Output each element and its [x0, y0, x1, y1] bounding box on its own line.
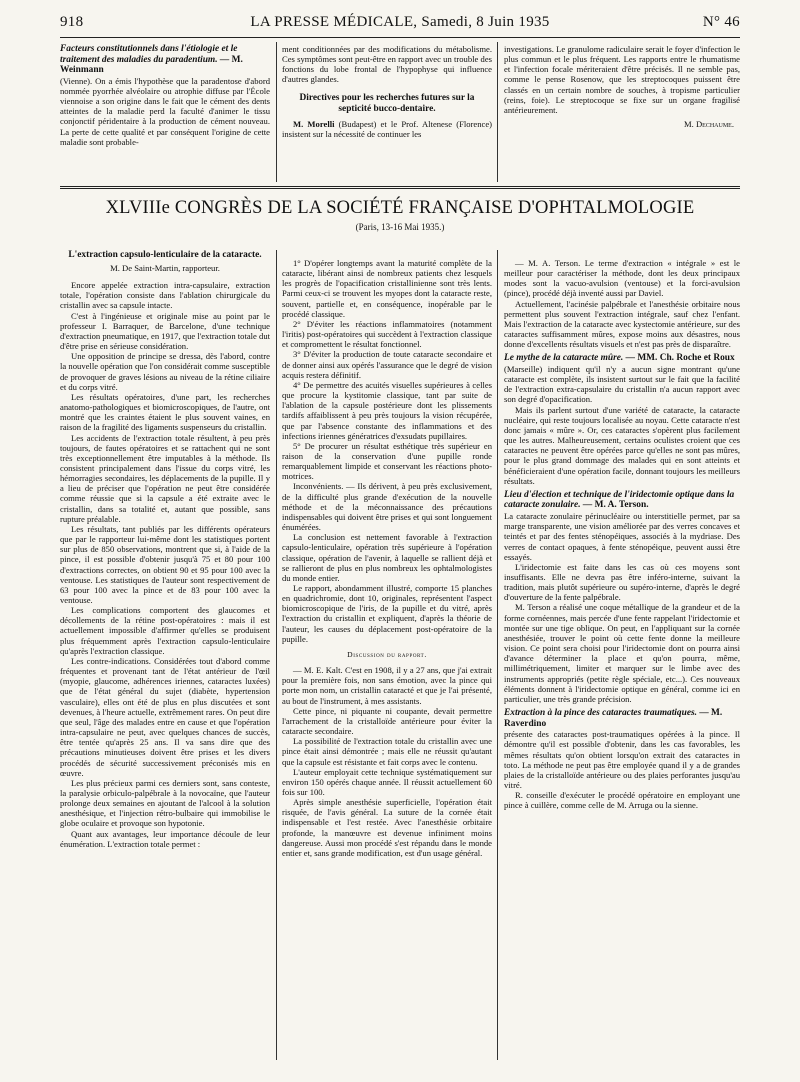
column-separator [497, 250, 498, 1060]
paragraph: 5° De procurer un résultat esthétique très supérieur en raison de la conservation d'une pupille ronde remarquablement limpide et conservant les réactions photo-motrices. [282, 440, 492, 482]
section-rule-double [60, 188, 740, 189]
subsection-author: M. A. Terson. [594, 500, 649, 511]
paragraph: La possibilité de l'extraction totale du cristallin avec une pince était ainsi démontrée ; mais elle ne réussit qu'autant que la capsule est résistante et fait corps avec le contenu. [282, 736, 492, 767]
section-rule [60, 186, 740, 187]
paragraph: présente des cataractes post-traumatiques opérées à la pince. Il démontre qu'il est possible d'obtenir, dans les cas favorables, les mêmes résultats qu'on obtient lorsqu'on extrait des cataractes in toto. La méthode ne peut pas être employée quand il y a de grandes plaies de la cristalloïde antérieure ou des plaies perforantes jusqu'au vitré. [504, 729, 740, 790]
paragraph: — M. A. Terson. Le terme d'extraction « intégrale » est le meilleur pour caractériser la méthode, dont les deux principaux modes sont la vacuo-avulsion (ventouse) et la forci-avulsion (pince), procédé déjà inventé aussi par Daviel. [504, 258, 740, 299]
paragraph: La cataracte zonulaire périnucléaire ou interstitielle permet, par sa marge transparente, une vision améliorée par des verres concaves et teintés et par des fentes sténopéiques, associés à la mydriase. Des verres de contact opaques, à fente sténopéique, peuvent aussi être essayés. [504, 511, 740, 562]
top-column-separator [497, 42, 498, 182]
paragraph: Inconvénients. — Ils dérivent, à peu près exclusivement, de la difficulté plus grande d'exécution de la nouvelle méthode et de la méconnaissance des précautions indispensables qui doivent être prises et qui sont longuement énumérées. [282, 481, 492, 533]
paragraph: 3° D'éviter la production de toute cataracte secondaire et de donner ainsi aux opérés l'assurance que le degré de vision acquis restera définitif. [282, 349, 492, 380]
paragraph: 1° D'opérer longtemps avant la maturité complète de la cataracte, libérant ainsi de nombreux patients chez lesquels les progrès de l'opacification cristallinienne sont très lents. Parmi ceux-ci se trouvent les myopes dont la cataracte reste, souvent, partielle et, en conséquence, inopérable par le procédé classique. [282, 258, 492, 319]
article-author: M. De Saint-Martin, rapporteur. [110, 263, 220, 273]
paragraph: 4° De permettre des acuités visuelles supérieures à celles que procure la kystitomie classique, tant par suite de l'ablation de la capsule postérieure dont les plissements tardifs affaiblissent à peu près toujours la vision récupérée, que par l'absence constante des inflammations et des infections iriennes génératrices d'exsudats pupillaires. [282, 379, 492, 441]
paragraph: La conclusion est nettement favorable à l'extraction capsulo-lenticulaire, opération très supérieure à l'opération classique, opération de l'avenir, à laquelle se rallient déjà et se rallieront de plus en plus nombreux les ophtalmologistes du monde entier. [282, 532, 492, 583]
subsection-author: MM. Ch. Roche et Roux [637, 353, 735, 364]
subsection-heading: Lieu d'élection et technique de l'iridectomie optique dans la cataracte zonulaire. — [504, 489, 735, 511]
weinmann-text: (Vienne). On a émis l'hypothèse que la paradentose d'abord nommée pyorrhée alvéolaire ou atrophie diffuse par l'École viennoise a son origine dans le fait que le cément des dents atteintes de la maladie perd la faculté d'animer le tissu conjonctif péridentaire à la production de cément nouveau. La perte de cette qualité et par conséquent l'origine de cette maladie sont probable- [60, 75, 270, 147]
paragraph: (Marseille) indiquent qu'il n'y a aucun signe montrant qu'une cataracte est complète, ils insistent surtout sur le fait que la facilité de l'extraction extra-capsulaire du cristallin n'a aucun rapport avec son degré d'opacification. [504, 364, 740, 405]
subsection-author: M. Raverdino [504, 708, 723, 729]
issue-number: N° 46 [702, 14, 740, 30]
subsection-heading: Le mythe de la cataracte mûre. — [504, 353, 635, 364]
paragraph: Le rapport, abondamment illustré, comporte 15 planches en quadrichromie, dont 10, originales, représentent l'aspect biomicroscopique de l'iris, de la pupille et du vitré, après l'extraction du cristallin et expliquent, d'après la théorie de l'auteur, les causes du déplacement post-opératoire de la pupille. [282, 583, 492, 644]
paragraph: Les résultats, tant publiés par les différents opérateurs que par le rapporteur lui-même dont les statistiques portent sur plus de 850 observations, montrent que si, à l'aide de la pince, il est possible d'obtenir jusqu'à 75 et 80 pour 100 d'extractions correctes, on obtient 90 et 95 pour 100 avec la ventouse. Les statistiques de l'auteur sont respectivement de 63 pour 100 avec la pince et de 83 pour 100 avec la ventouse. [60, 523, 270, 605]
paragraph: Les accidents de l'extraction totale résultent, à peu près toujours, de fautes opératoires et se rattachent qui ne sont très exceptionnellement être imputables à la méthode. Ils consistent principalement dans l'issue du corps vitré, les hémorragies secondaires, les déplacements de la pupille. Il y a lieu de préciser que l'opération ne peut être considérée comme réussie que si la capsule a été extraite avec le cristallin, dans sa totalité et, autant que possible, sans rupture préalable. [60, 432, 270, 524]
paragraph: Quant aux avantages, leur importance découle de leur énumération. L'extraction totale permet : [60, 828, 270, 849]
morelli-text: (Budapest) et le Prof. Altenese (Florence) insistent sur la nécessité de continuer les [282, 118, 492, 139]
article-title: L'extraction capsulo-lenticulaire de la cataracte. [68, 250, 262, 260]
journal-title: LA PRESSE MÉDICALE, Samedi, 8 Juin 1935 [250, 14, 550, 30]
paragraph: Les plus précieux parmi ces derniers sont, sans conteste, la paralysie orbiculo-palpébrale à la novocaïne, que l'auteur prolonge deux semaines en ajoutant de l'alcool à la solution anesthésique, et l'injection rétro-bulbaire qui immobilise le globe oculaire et provoque son hypotonie. [60, 777, 270, 829]
weinmann-author: M. Weinmann [60, 54, 243, 76]
main-column-3 [504, 258, 740, 810]
top-column-2 [282, 44, 492, 139]
paragraph: L'iridectomie est faite dans les cas où ces moyens sont insuffisants. Elle ne devra pas être inféro-interne, suivant la tradition, mais plutôt supérieure ou supéro-interne, d'après le degré d'ouverture de la fente palpébrale. [504, 561, 740, 603]
column-separator [276, 250, 277, 1060]
top-column-separator [276, 42, 277, 182]
congress-title: XLVIIIe CONGRÈS DE LA SOCIÉTÉ FRANÇAISE D'OPHTALMOLOGIE [105, 198, 695, 218]
congress-subtitle: (Paris, 13-16 Mai 1935.) [355, 222, 445, 232]
top-column-1 [60, 44, 270, 147]
morelli-author: M. Morelli [293, 118, 335, 129]
paragraph: L'auteur employait cette technique systématiquement sur environ 150 opérés chaque année. Il réussit actuellement 60 fois sur 100. [282, 766, 492, 797]
paragraph: Les résultats opératoires, d'une part, les recherches anatomo-pathologiques et biomicroscopiques, de l'autre, ont montré que les craintes étaient le plus souvent vaines, en raison de la fragilité des ligaments suspenseurs du cristallin. [60, 391, 270, 433]
paragraph: Les contre-indications. Considérées tout d'abord comme fréquentes et provenant tant de l'état antérieur de l'œil (myopie, glaucome, adhérences iriennes, cataractes luxées) que de l'état général du sujet (diabète, hypertension vasculaire), elles ont été de plus en plus discutées et sont devenues, à l'heure actuelle, extrêmement rares. On peut dire que seul, l'âge des malades entre en cause et que l'opération intra-capsulaire ne peut, avec quelques chances de succès, être tentée qu'après 25 ans. Il va sans dire que des précautions minutieuses doivent être prises et les divers procédés de sécurité successivement préconisés mis en œuvre. [60, 655, 270, 778]
top-column-3 [504, 44, 740, 129]
weinmann-heading: Facteurs constitutionnels dans l'étiologie et le traitement des maladies du paradentium. — [60, 44, 238, 65]
main-column-2 [282, 258, 492, 858]
paragraph: Cette pince, ni piquante ni coupante, devait permettre l'arrachement de la cristalloïde antérieure pour éviter la cataracte secondaire. [282, 705, 492, 737]
paragraph: Une opposition de principe se dressa, dès l'abord, contre la nouvelle opération que l'on considérait comme susceptible de provoquer de graves lésions au niveau de la rétine ciliaire et du corps vitré. [60, 351, 270, 392]
header-rule [60, 37, 740, 38]
paragraph: Actuellement, l'acinésie palpébrale et l'anesthésie orbitaire nous permettent plus souvent l'extraction intégrale, sauf chez l'enfant. Mais l'extraction de la cataracte avec kystectomie antérieure, sur des cataractes suffisamment mûres, expose moins aux désastres, nous donne d'excellents résultats visuels et n'est pas près de disparaître. [504, 298, 740, 350]
paragraph: — M. E. Kalt. C'est en 1908, il y a 27 ans, que j'ai extrait pour la première fois, non sans émotion, avec la pince qui porte mon nom, un cristallin cataracté et que je l'ai présenté, au bout de l'instrument, à mes assistants. [282, 665, 492, 706]
discussion-heading: Discussion du rapport. [347, 649, 427, 659]
paragraph: Les complications comportent des glaucomes et décollements de la rétine post-opératoires : mais il est actuellement impossible d'affirmer qu'elles se produisent plus fréquemment après l'extraction capsulo-lenticulaire qu'après l'extraction classique. [60, 605, 270, 656]
paragraph: R. conseille d'exécuter le procédé opératoire en employant une pince à cuillère, comme celle de M. Arruga ou la sienne. [504, 790, 740, 811]
paragraph: 2° D'éviter les réactions inflammatoires (notamment l'iritis) post-opératoires qui succèdent à l'extraction classique et compromettent le résultat fonctionnel. [282, 318, 492, 350]
paragraph: Encore appelée extraction intra-capsulaire, extraction totale, l'opération consiste dans l'ablation chirurgicale du cristallin avec sa capsule intacte. [60, 280, 270, 311]
paragraph: Après simple anesthésie superficielle, l'opération était risquée, de l'avis général. La suture de la cornée était indispensable et l'est restée. Avec l'anesthésie orbitaire profonde, la manœuvre est devenue infiniment moins dangereuse. Aussi mon procédé s'est répandu dans le monde entier et, sans grande modification, est d'un usage général. [282, 797, 492, 858]
paragraph: M. Terson a réalisé une coque métallique de la grandeur et de la forme cornéennes, mais percée d'une fente rappelant l'iridectomie et montée sur une tige oblique. On peut, en l'appliquant sur la cornée anesthésiée, trouver le point où cette fente donne la meilleure vision. Ce point sera choisi pour l'iridectomie dont on pourra ainsi d'avance déterminer la place et qu'on pourra, même, millimétriquement, limiter et marquer sur le limbe avec des instruments appropriés (petite règle spéciale, etc...). Ces nouveaux éléments donnent à l'iridectomie optique en général, comme ici en particulier, une très grande précision. [504, 602, 740, 704]
dechaume-signature: M. Dechaume. [684, 119, 734, 130]
morelli-intro-text: ment conditionnées par des modifications du métabolisme. Ces symptômes sont peut-être en rapport avec un trouble des fonctions du lobe frontal de l'hypophyse qui influence d'autres glandes. [282, 44, 492, 85]
paragraph: C'est à l'ingénieuse et originale mise au point par le professeur I. Barraquer, de Barcelone, d'une technique d'extraction pneumatique, en 1917, que l'extraction totale dut d'être prise en sérieuse considération. [60, 310, 270, 352]
investigations-text: investigations. Le granulome radiculaire serait le foyer d'infection le plus commun et le plus fréquent. Les rapports entre le rhumatisme et l'infection focale mériteraient d'être précisés. Il ne semble pas, comme le pense Rosenow, que les streptocoques puissent être classés en un certain nombre de souches, à tropisme particulier (reins, foie). Le streptocoque se fixe sur un organe fragilisé antérieurement. [504, 44, 740, 115]
directives-heading: Directives pour les recherches futures sur la septicité bucco-dentaire. [299, 92, 475, 114]
page-number: 918 [60, 14, 84, 30]
paragraph: Mais ils parlent surtout d'une variété de cataracte, la cataracte nucléaire, qui reste toujours localisée au noyau. Cette cataracte n'est donc jamais « mûre ». Or, ces cataractes s'opèrent plus facilement que les autres. Malheureusement, certains oculistes croient que ces cataractes ne peuvent être opérées parce qu'elles ne sont pas mûres, pour le plus grand dommage des malades qui en sont atteints et bénéficieraient d'une opération facile, donnant toujours les meilleurs résultats. [504, 404, 740, 486]
page-header [60, 14, 740, 36]
main-column-1 [60, 246, 270, 849]
subsection-heading: Extraction à la pince des cataractes traumatiques. — [504, 708, 709, 719]
